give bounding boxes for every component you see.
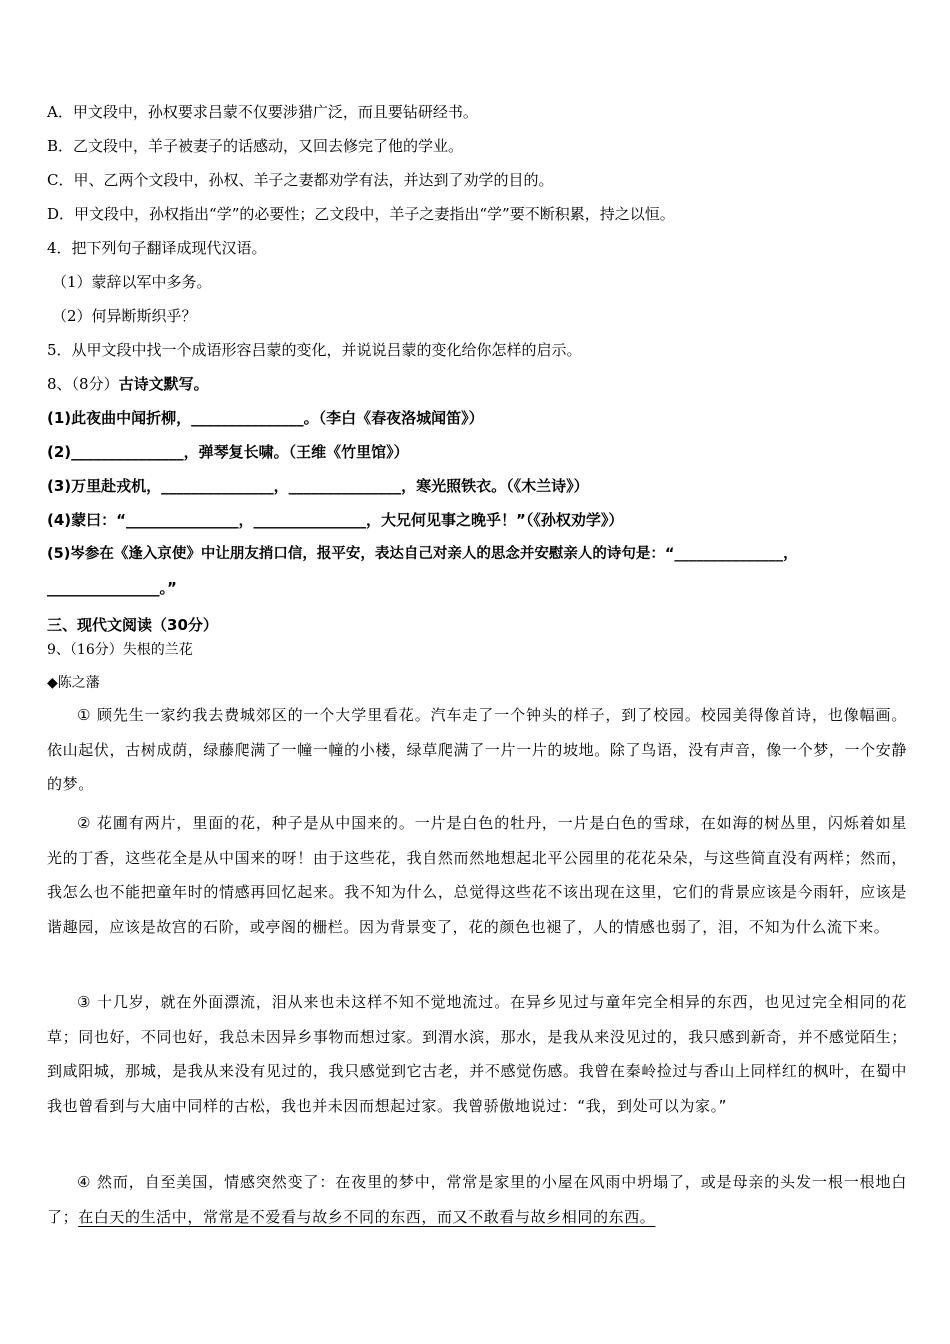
recitation-line-5: (5)岑参在《逢入京使》中让朋友捎口信，报平安，表达自己对亲人的思念并安慰亲人的诗句是：“_______________，: [47, 546, 798, 562]
recitation-line-5-cont: _______________。”: [47, 579, 177, 597]
recitation-line-2: (2)_______________，弹琴复长啸。（王维《竹里馆》）: [47, 443, 409, 461]
paragraph-3: ③ 十几岁，就在外面漂流，泪从来也未这样不知不觉地流过。在异乡见过与童年完全相异的东西，也见过完全相同的花草；同也好，不同也好，我总未因异乡事物而想过家。到渭水滨，那水，是我从来没见过的，我只感到新奇，并不感觉陌生；到咸阳城，那城，是我从来没有见过的，我只感觉到它古老，并不感觉伤感。我曾在秦岭捡过与香山上同样红的枫叶，在蜀中我也曾看到与大庙中同样的古松，我也并未因而想起过家。我曾骄傲地说过：“我，到处可以为家。”: [47, 993, 907, 1115]
paragraph-4-underlined: 在白天的生活中，常常是不爱看与故乡不同的东西，而又不敢看与故乡相同的东西。: [78, 1207, 656, 1226]
question-8-title: 古诗文默写。: [118, 375, 209, 393]
option-c: C．甲、乙两个文段中，孙权、羊子之妻都劝学有法，并达到了劝学的目的。: [47, 171, 554, 189]
recitation-line-4: (4)蒙曰：“_______________，_______________，大兄何见事之晚乎！”（《孙权劝学》）: [47, 511, 624, 529]
option-b: B．乙文段中，羊子被妻子的话感动，又回去修完了他的学业。: [47, 137, 464, 155]
recitation-line-3: (3)万里赴戎机，_______________，_______________，寒光照铁衣。（《木兰诗》）: [47, 477, 589, 495]
paragraph-4-main: ④ 然而，自至美国，情感突然变了：在夜里的梦中，常常是家里的小屋在风雨中坍塌了，或是母亲的头发一根一根地白了；: [47, 1173, 907, 1226]
paragraph-4: [47, 1165, 907, 1234]
option-d: D．甲文段中，孙权指出“学”的必要性；乙文段中，羊子之妻指出“学”要不断积累，持之以恒。: [47, 205, 675, 223]
section-3-heading: 三、现代文阅读（30分）: [47, 616, 218, 634]
paragraph-2: ② 花圃有两片，里面的花，种子是从中国来的。一片是白色的牡丹，一片是白色的雪球，在如海的树丛里，闪烁着如星光的丁香，这些花全是从中国来的呀！由于这些花，我自然而然地想起北平公园里的花花朵朵，与这些简直没有两样；然而，我怎么也不能把童年时的情感再回忆起来。我不知为什么，总觉得这些花不该出现在这里，它们的背景应该是今雨轩，应该是谐趣园，应该是故宫的石阶，或亭阁的栅栏。因为背景变了，花的颜色也褪了，人的情感也弱了，泪，不知为什么流下来。: [47, 814, 907, 936]
question-4-item-2: （2）何异断斯织乎？: [52, 307, 197, 325]
option-a: A．甲文段中，孙权要求吕蒙不仅要涉猎广泛，而且要钻研经书。: [47, 103, 478, 121]
question-8-heading: [47, 374, 209, 394]
author: ◆陈之藩: [47, 675, 100, 691]
question-4-item-1: （1）蒙辞以军中多务。: [52, 273, 212, 291]
question-9-title: 9、（16分）失根的兰花: [47, 642, 193, 658]
question-4-title: 4．把下列句子翻译成现代汉语。: [47, 239, 267, 257]
recitation-line-1: (1)此夜曲中闻折柳，_______________。（李白《春夜洛城闻笛》）: [47, 409, 484, 427]
question-5: 5．从甲文段中找一个成语形容吕蒙的变化，并说说吕蒙的变化给你怎样的启示。: [47, 341, 582, 359]
paragraph-1: ① 顾先生一家约我去费城郊区的一个大学里看花。汽车走了一个钟头的样子，到了校园。校园美得像首诗，也像幅画。依山起伏，古树成荫，绿藤爬满了一幢一幢的小楼，绿草爬满了一片一片的坡地。除了鸟语，没有声音，像一个梦，一个安静的梦。: [47, 706, 907, 793]
question-8-prefix: 8、（8分）: [47, 375, 119, 393]
